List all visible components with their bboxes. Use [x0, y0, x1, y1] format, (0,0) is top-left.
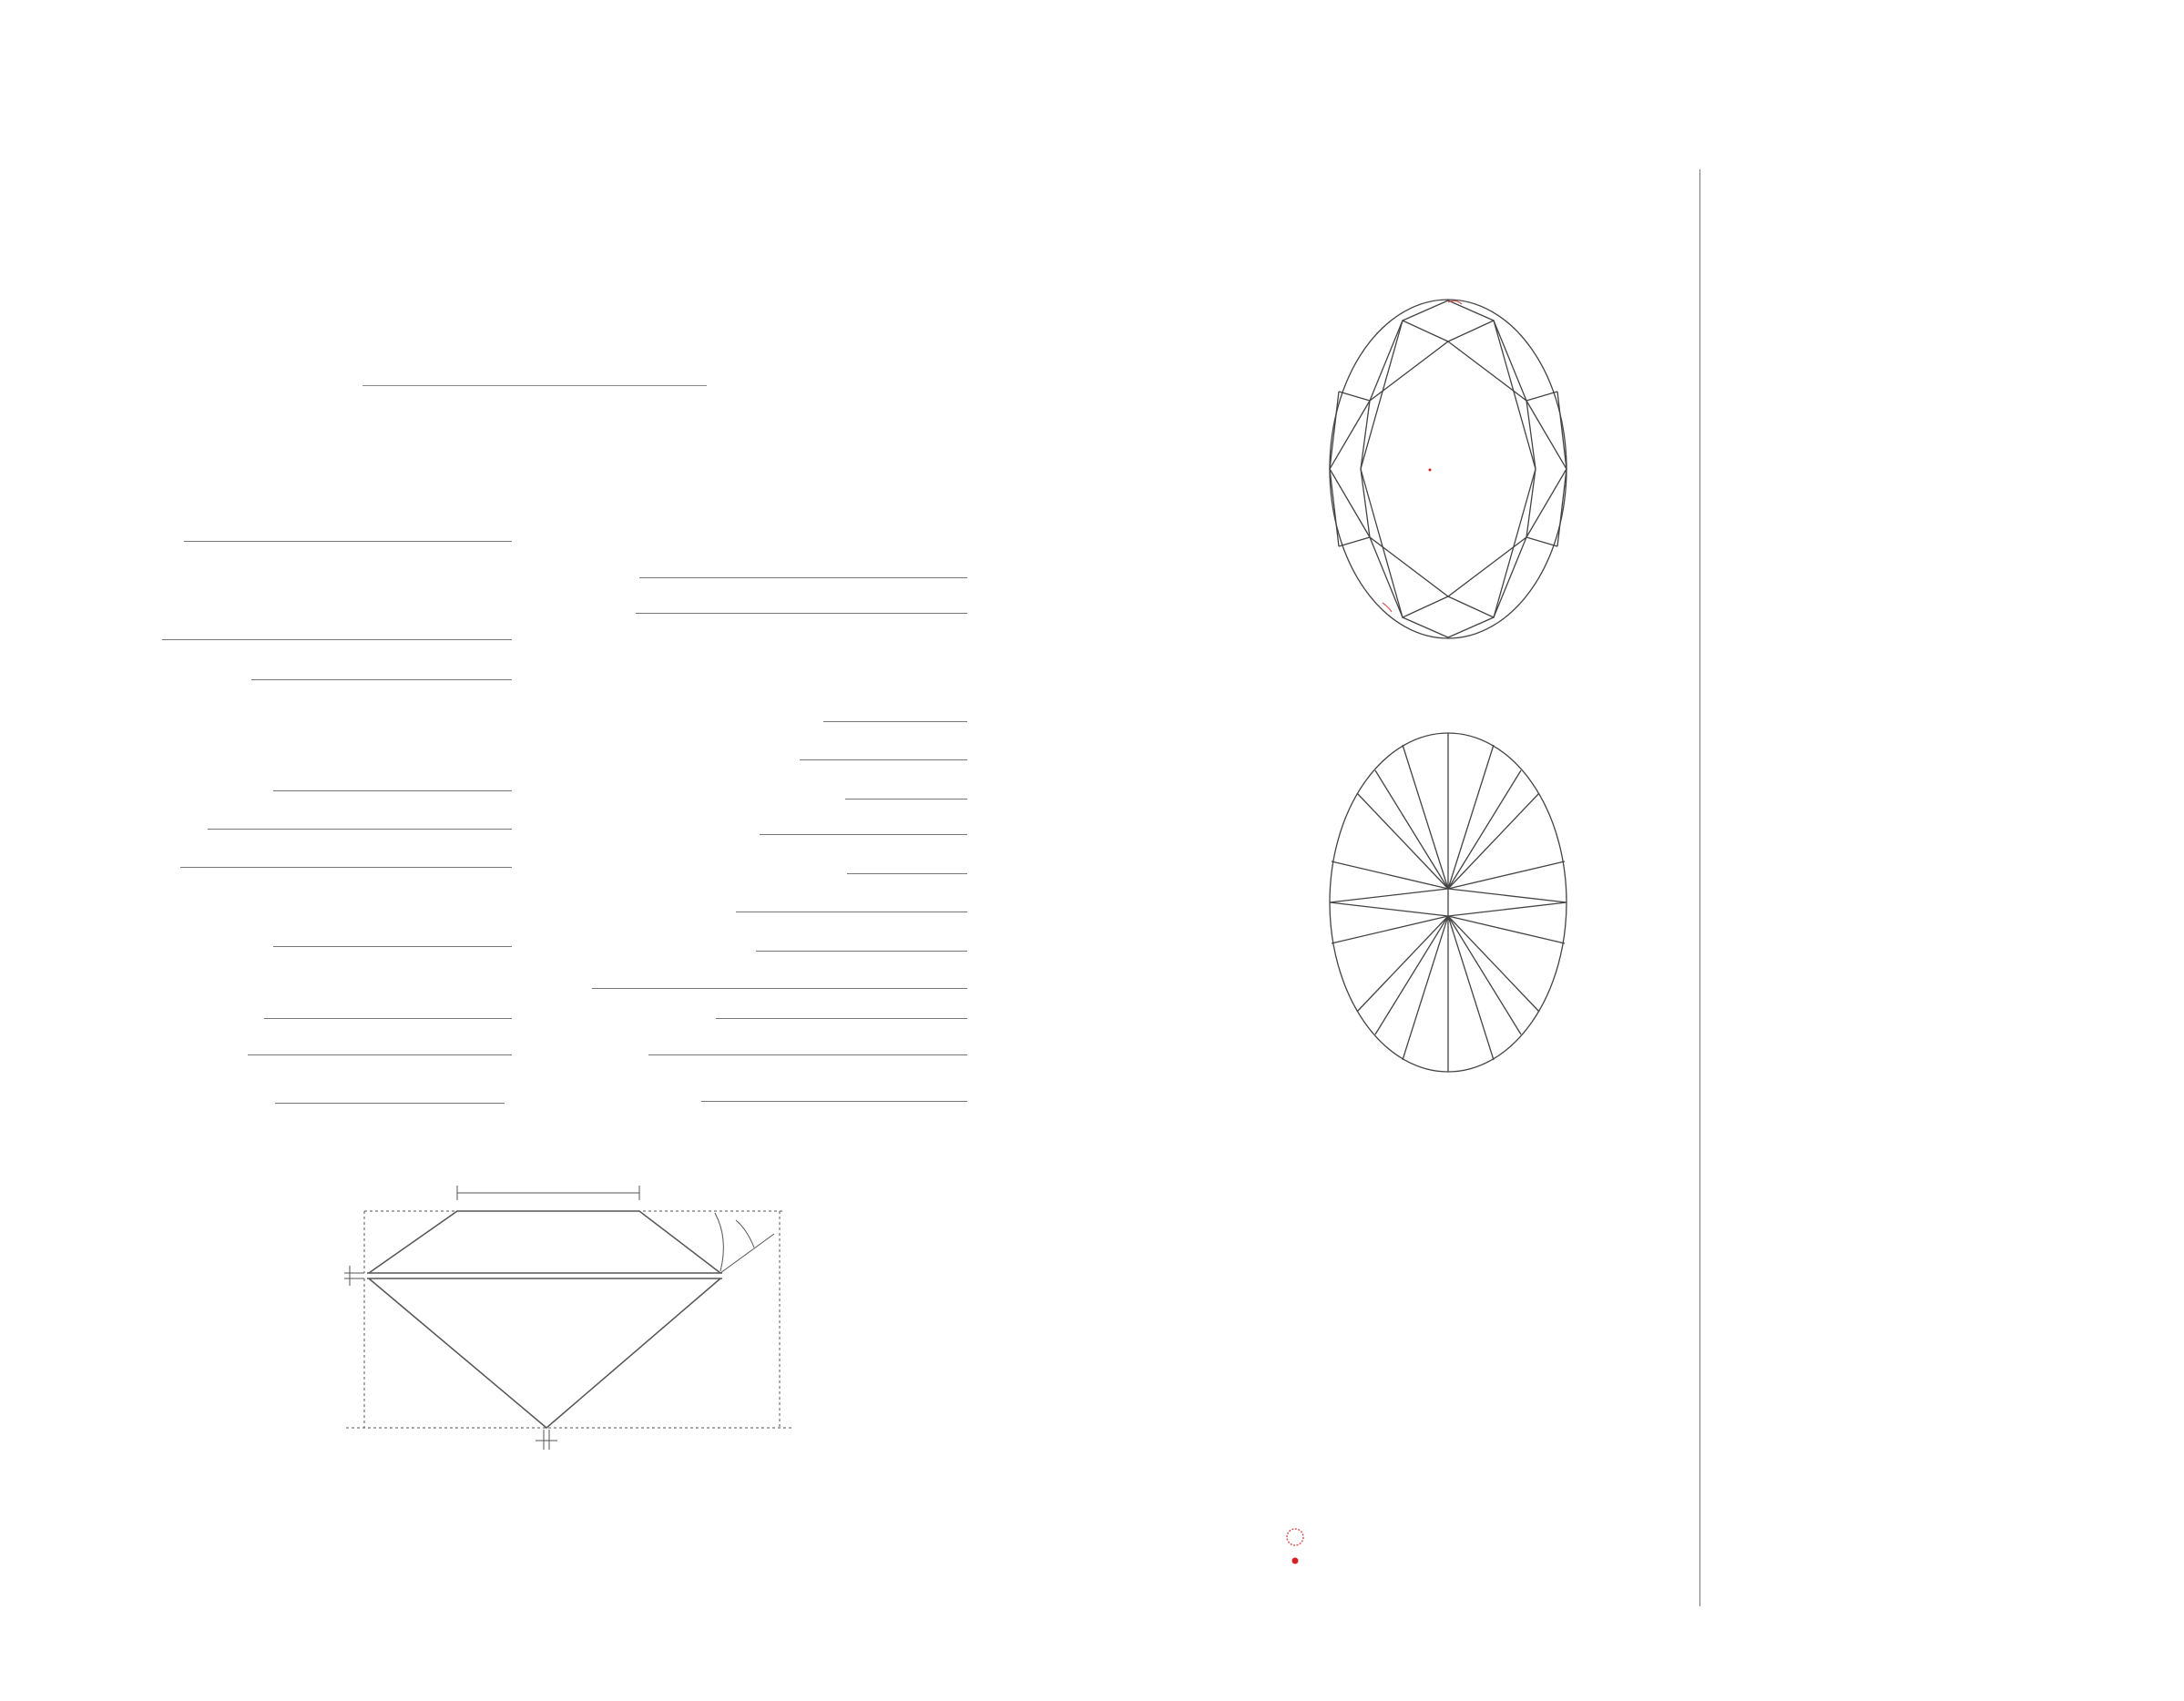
- pav-7: [1403, 916, 1448, 1060]
- pinpoint-symbol-dot: [1292, 1558, 1299, 1564]
- crown-height-label: [574, 785, 579, 801]
- inscription-girdle-line: [636, 613, 967, 614]
- girdle-thickness-label: [574, 937, 579, 953]
- girdle-finish-line: [716, 1018, 967, 1019]
- crown-angle-label: [574, 820, 579, 837]
- pav-15: [1330, 902, 1448, 916]
- kite-5: [1403, 300, 1448, 321]
- polish-line: [180, 867, 512, 868]
- table-size-label: [574, 746, 579, 762]
- kite-3: [1361, 469, 1403, 617]
- kite-9: [1330, 392, 1339, 469]
- cut-line: [162, 639, 512, 640]
- table-facet: [1361, 341, 1536, 596]
- kite-12: [1557, 469, 1567, 546]
- crown-angle-line: [760, 834, 967, 835]
- crown-ellipse: [1330, 300, 1567, 638]
- kite-14: [1526, 392, 1557, 401]
- crown-outline: [369, 1211, 720, 1273]
- kite-1: [1361, 321, 1403, 469]
- pav-17: [1375, 770, 1448, 889]
- pav-1: [1403, 745, 1448, 889]
- kite-13: [1339, 392, 1370, 401]
- d-angle-arc: [715, 1213, 723, 1271]
- pav-8: [1448, 916, 1494, 1060]
- kite-11: [1557, 392, 1567, 469]
- pav-6: [1448, 861, 1565, 889]
- pav-2: [1448, 745, 1494, 889]
- crown-height-line: [845, 799, 967, 800]
- pav-16: [1448, 902, 1567, 916]
- pav-11: [1332, 916, 1448, 943]
- kite-15: [1339, 537, 1370, 546]
- color-grade-line: [264, 1018, 512, 1019]
- culet-line: [648, 1054, 967, 1055]
- pav-20: [1448, 916, 1521, 1034]
- pinpoint-symbol-icon: [1288, 1553, 1302, 1568]
- pav-13: [1330, 889, 1448, 902]
- kite-7: [1403, 617, 1448, 637]
- symmetry-line: [208, 829, 512, 830]
- pavilion-depth-label: [574, 860, 579, 876]
- pav-4: [1448, 793, 1539, 889]
- clarity-grade-line: [275, 1103, 505, 1104]
- pav-9: [1357, 916, 1448, 1012]
- column-divider: [1699, 169, 1700, 1606]
- pavilion-outline: [369, 1278, 720, 1428]
- clarity-plot-pavilion: [1311, 725, 1585, 1080]
- pav-12: [1448, 916, 1565, 943]
- pavilion-angle-label: [574, 898, 579, 914]
- kite-8: [1448, 617, 1494, 637]
- total-depth-line: [823, 721, 967, 722]
- kite-6: [1448, 300, 1494, 321]
- fluorescence-line: [248, 1054, 512, 1055]
- kite-2: [1494, 321, 1536, 469]
- girdle-thickness-line: [756, 951, 967, 952]
- pav-5: [1332, 861, 1448, 889]
- pav-10: [1448, 916, 1539, 1012]
- precision-line: [273, 790, 512, 791]
- kite-16: [1526, 537, 1557, 546]
- pav-19: [1375, 916, 1448, 1034]
- provenance-line: [701, 1101, 967, 1102]
- cloud-symbol-icon: [1284, 1526, 1306, 1548]
- inscription-crown-line: [639, 577, 967, 578]
- pav-14: [1448, 889, 1567, 902]
- table-size-line: [800, 759, 967, 760]
- kite-10: [1330, 469, 1339, 546]
- f-angle-arc: [736, 1220, 754, 1248]
- carat-line: [273, 946, 512, 947]
- culet-label: [574, 1041, 579, 1057]
- f-angle-line: [720, 1234, 774, 1273]
- pav-18: [1448, 770, 1521, 889]
- registration-underline: [362, 385, 707, 386]
- star-facet-bottom: [1370, 537, 1526, 617]
- pinpoint-mark: [1429, 469, 1432, 472]
- pav-3: [1357, 793, 1448, 889]
- shape-line: [184, 541, 512, 542]
- kite-4: [1494, 469, 1536, 617]
- proportion-diagram: [310, 1166, 820, 1484]
- pavilion-depth-line: [847, 873, 967, 874]
- total-depth-label: [574, 708, 579, 724]
- girdle-thickness-value-line: [592, 988, 967, 989]
- measurements-line: [251, 679, 512, 680]
- cloud-symbol-circle: [1287, 1529, 1303, 1545]
- clarity-plot-crown: [1311, 291, 1585, 647]
- star-facet-top: [1370, 321, 1526, 401]
